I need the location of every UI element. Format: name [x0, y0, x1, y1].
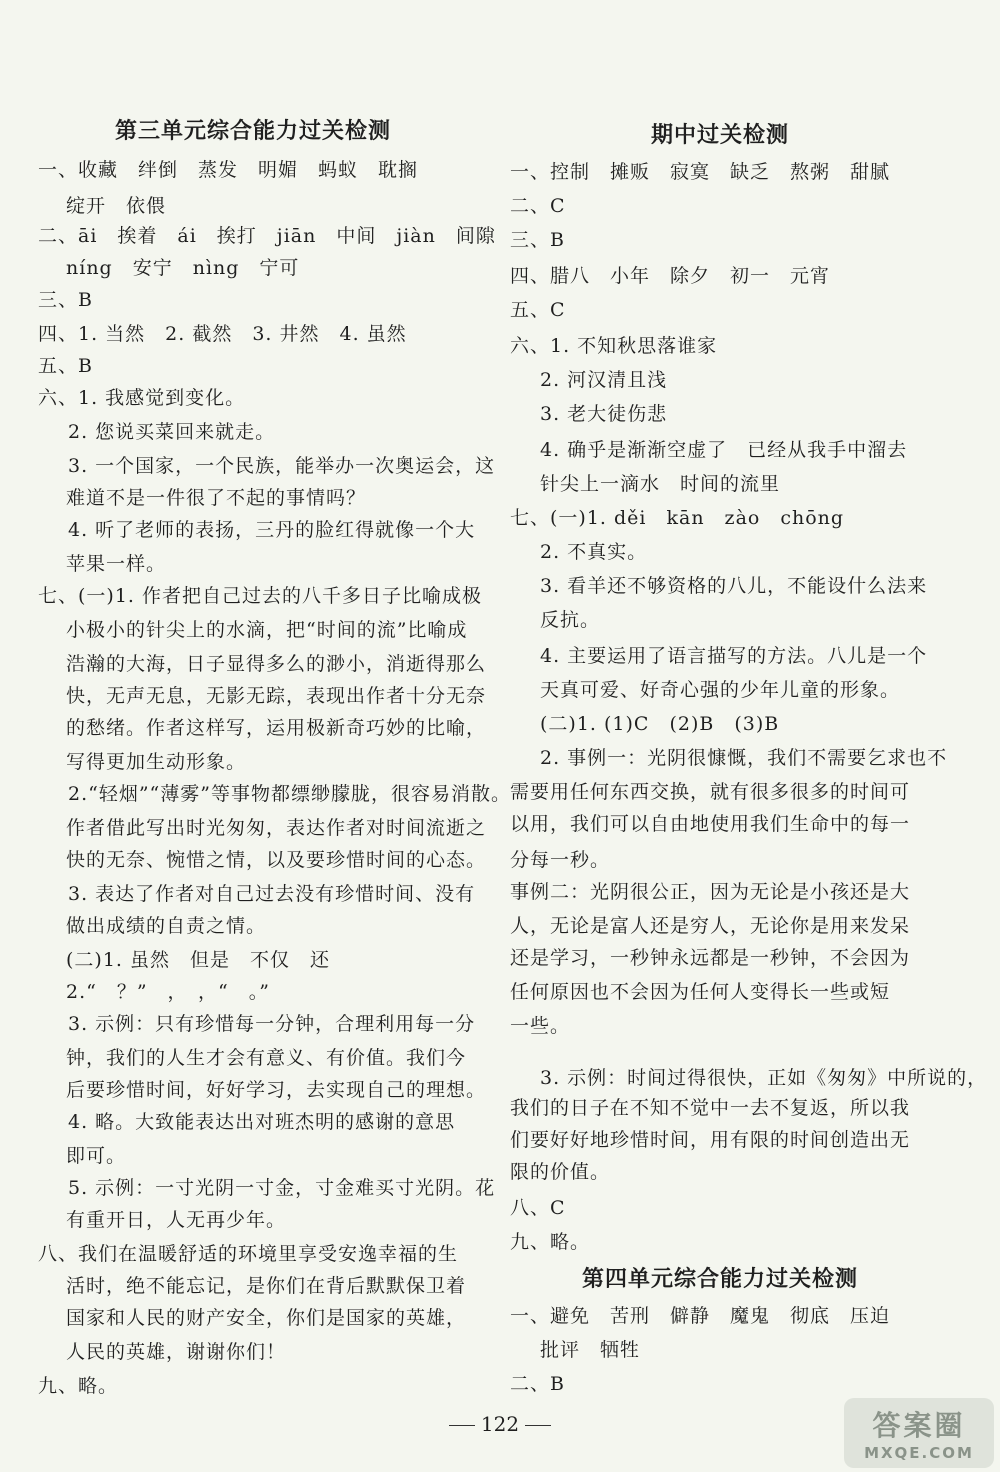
answer-line: 活时，绝不能忘记，是你们在背后默默保卫着	[66, 1275, 467, 1297]
answer-line: 3. 一个国家，一个民族，能举办一次奥运会，这	[68, 455, 496, 477]
answer-line: 人，无论是富人还是穷人，无论你是用来发呆	[510, 915, 911, 937]
watermark-logo	[844, 1398, 994, 1468]
answer-line: 4. 听了老师的表扬，三丹的脸红得就像一个大	[68, 519, 476, 541]
answer-line: (二)1. (1)C (2)B (3)B	[540, 713, 780, 735]
answer-line: 2. 您说买菜回来就走。	[68, 421, 276, 443]
answer-line: 二、āi 挨着 ái 挨打 jiān 中间 jiàn 间隙	[38, 225, 496, 247]
watermark-url: MXQE.COM	[864, 1444, 974, 1462]
answer-line: 3. 表达了作者对自己过去没有珍惜时间、没有	[68, 883, 476, 905]
dash-left	[449, 1425, 475, 1426]
answer-line: 九、略。	[38, 1375, 119, 1397]
answer-line: 八、我们在温暖舒适的环境里享受安逸幸福的生	[38, 1243, 459, 1265]
answer-line: 一、避免 苦刑 僻静 魔鬼 彻底 压迫	[510, 1305, 891, 1327]
answer-line: 4. 主要运用了语言描写的方法。八儿是一个	[540, 645, 928, 667]
answer-line: 批评 牺牲	[540, 1339, 641, 1361]
answer-line: 小极小的针尖上的水滴，把“时间的流”比喻成	[66, 619, 468, 641]
answer-line: 们要好好地珍惜时间，用有限的时间创造出无	[510, 1129, 911, 1151]
answer-line: 2.“轻烟”“薄雾”等事物都缥缈朦胧，很容易消散。	[68, 783, 511, 805]
answer-line: 需要用任何东西交换，就有很多很多的时间可	[510, 781, 911, 803]
page-number	[430, 1412, 570, 1436]
answer-line: 五、C	[510, 299, 566, 321]
answer-line: 任何原因也不会因为任何人变得长一些或短	[510, 981, 891, 1003]
answer-line: 六、1. 我感觉到变化。	[38, 387, 246, 409]
answer-line: 的愁绪。作者这样写，运用极新奇巧妙的比喻，	[66, 717, 487, 739]
answer-line: 钟，我们的人生才会有意义、有价值。我们今	[66, 1047, 467, 1069]
answer-line: 三、B	[510, 229, 565, 251]
answer-line: 2. 河汉清且浅	[540, 369, 668, 391]
answer-line: 难道不是一件很了不起的事情吗？	[66, 487, 367, 509]
answer-line: 5. 示例：一寸光阴一寸金，寸金难买寸光阴。花	[68, 1177, 496, 1199]
watermark-text: 答案圈	[872, 1409, 966, 1442]
answer-line: 五、B	[38, 355, 93, 377]
midterm-title: 期中过关检测	[650, 123, 789, 148]
left-section-title: 第三单元综合能力过关检测	[114, 119, 391, 144]
answer-line: 2.“ ？” ， ，“ 。”	[66, 981, 270, 1003]
answer-line: 有重开日，人无再少年。	[66, 1209, 287, 1231]
answer-line: 一、收藏 绊倒 蒸发 明媚 蚂蚁 耽搁	[38, 159, 419, 181]
answer-line: 限的价值。	[510, 1161, 611, 1183]
answer-line: 反抗。	[540, 609, 601, 631]
answer-line: 人民的英雄，谢谢你们！	[66, 1341, 287, 1363]
answer-line: 写得更加生动形象。	[66, 751, 247, 773]
answer-line: níng 安宁 nìng 宁可	[66, 257, 300, 279]
answer-line: 四、1. 当然 2. 截然 3. 井然 4. 虽然	[38, 323, 407, 345]
answer-line: 苹果一样。	[66, 553, 167, 575]
answer-line: 还是学习，一秒钟永远都是一秒钟，不会因为	[510, 947, 911, 969]
answer-line: 国家和人民的财产安全，你们是国家的英雄，	[66, 1307, 467, 1329]
answer-line: 二、B	[510, 1373, 565, 1395]
answer-line: 事例二：光阴很公正，因为无论是小孩还是大	[510, 881, 911, 903]
answer-line: 做出成绩的自责之情。	[66, 915, 267, 937]
answer-line: 三、B	[38, 289, 93, 311]
answer-line: 分每一秒。	[510, 849, 611, 871]
answer-line: 2. 不真实。	[540, 541, 648, 563]
answer-line: 九、略。	[510, 1231, 591, 1253]
answer-line: 一、控制 摊贩 寂寞 缺乏 熬粥 甜腻	[510, 161, 891, 183]
page-number-text: 122	[480, 1412, 520, 1436]
answer-line: 快，无声无息，无影无踪，表现出作者十分无奈	[66, 685, 487, 707]
answer-line: 3. 看羊还不够资格的八儿，不能设什么法来	[540, 575, 928, 597]
answer-line: 我们的日子在不知不觉中一去不复返，所以我	[510, 1097, 911, 1119]
answer-line: 作者借此写出时光匆匆，表达作者对时间流逝之	[66, 817, 487, 839]
answer-line: 2. 事例一：光阴很慷慨，我们不需要乞求也不	[540, 747, 948, 769]
answer-line: 以用，我们可以自由地使用我们生命中的每一	[510, 813, 911, 835]
answer-line: 绽开 依偎	[66, 195, 167, 217]
answer-line: 针尖上一滴水 时间的流里	[540, 473, 781, 495]
answer-line: 快的无奈、惋惜之情，以及要珍惜时间的心态。	[66, 849, 487, 871]
answer-line: 3. 老大徒伤悲	[540, 403, 668, 425]
answer-line: 七、(一)1. děi kān zào chōng	[510, 507, 845, 529]
answer-line: 天真可爱、好奇心强的少年儿童的形象。	[540, 679, 901, 701]
answer-line: 3. 示例：时间过得很快，正如《匆匆》中所说的，	[540, 1067, 988, 1089]
answer-line: 4. 确乎是渐渐空虚了 已经从我手中溜去	[540, 439, 908, 461]
answer-line: 二、C	[510, 195, 566, 217]
answer-line: (二)1. 虽然 但是 不仅 还	[66, 949, 330, 971]
answer-line: 七、(一)1. 作者把自己过去的八千多日子比喻成极	[38, 585, 482, 607]
answer-line: 八、C	[510, 1197, 566, 1219]
answer-line: 浩瀚的大海，日子显得多么的渺小，消逝得那么	[66, 653, 487, 675]
dash-right	[525, 1425, 551, 1426]
unit4-title: 第四单元综合能力过关检测	[581, 1267, 858, 1292]
answer-line: 四、腊八 小年 除夕 初一 元宵	[510, 265, 831, 287]
answer-line: 3. 示例：只有珍惜每一分钟，合理利用每一分	[68, 1013, 476, 1035]
answer-line: 即可。	[66, 1145, 127, 1167]
answer-line: 六、1. 不知秋思落谁家	[510, 335, 718, 357]
answer-line: 4. 略。大致能表达出对班杰明的感谢的意思	[68, 1111, 456, 1133]
answer-line: 后要珍惜时间，好好学习，去实现自己的理想。	[66, 1079, 487, 1101]
answer-line: 一些。	[510, 1015, 571, 1037]
